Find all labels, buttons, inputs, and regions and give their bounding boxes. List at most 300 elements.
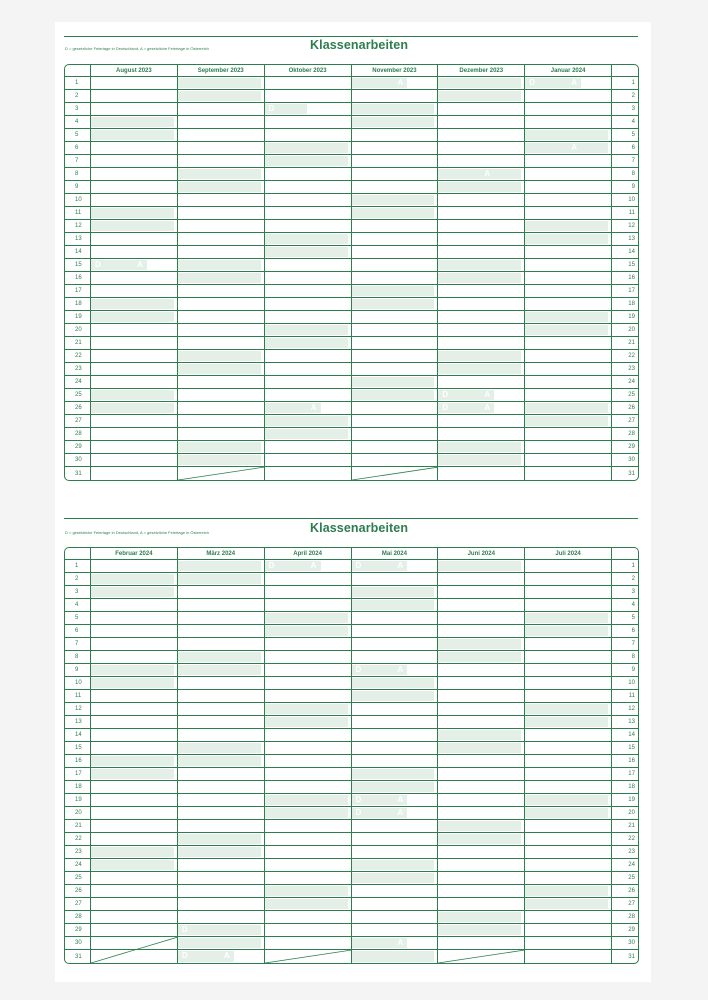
day-cell[interactable] [438,103,525,115]
day-cell[interactable] [352,350,439,362]
day-cell[interactable] [178,246,265,258]
day-cell[interactable] [91,911,178,923]
day-cell[interactable] [438,415,525,427]
day-cell[interactable] [265,612,352,624]
day-cell[interactable] [178,467,265,480]
day-cell[interactable] [178,703,265,715]
day-cell[interactable] [178,820,265,832]
day-cell[interactable] [91,311,178,323]
day-cell[interactable] [265,311,352,323]
day-cell[interactable] [265,781,352,793]
day-cell[interactable] [91,285,178,297]
day-cell[interactable] [352,950,439,963]
day-cell[interactable] [91,233,178,245]
day-cell[interactable] [265,573,352,585]
day-cell[interactable] [352,233,439,245]
day-cell[interactable] [178,181,265,193]
day-cell[interactable] [91,807,178,819]
day-cell[interactable] [438,376,525,388]
day-cell[interactable] [525,259,612,271]
day-cell[interactable] [178,90,265,102]
day-cell[interactable] [178,638,265,650]
day-cell[interactable] [525,363,612,375]
day-cell[interactable] [178,311,265,323]
day-cell[interactable] [265,794,352,806]
day-cell[interactable] [352,664,439,676]
day-cell[interactable] [265,272,352,284]
day-cell[interactable] [525,389,612,401]
day-cell[interactable] [352,729,439,741]
day-cell[interactable] [178,298,265,310]
day-cell[interactable] [178,389,265,401]
day-cell[interactable] [178,441,265,453]
day-cell[interactable] [525,454,612,466]
day-cell[interactable] [438,298,525,310]
day-cell[interactable] [525,911,612,923]
day-cell[interactable] [178,768,265,780]
day-cell[interactable] [525,311,612,323]
day-cell[interactable] [178,560,265,572]
day-cell[interactable] [265,337,352,349]
day-cell[interactable] [265,625,352,637]
day-cell[interactable] [525,638,612,650]
day-cell[interactable] [91,586,178,598]
day-cell[interactable] [178,573,265,585]
day-cell[interactable] [352,703,439,715]
day-cell[interactable] [91,742,178,754]
day-cell[interactable] [438,937,525,949]
day-cell[interactable] [438,285,525,297]
day-cell[interactable] [265,363,352,375]
day-cell[interactable] [438,90,525,102]
day-cell[interactable] [438,638,525,650]
day-cell[interactable] [438,155,525,167]
day-cell[interactable] [178,872,265,884]
day-cell[interactable] [91,729,178,741]
day-cell[interactable] [91,716,178,728]
day-cell[interactable] [178,729,265,741]
day-cell[interactable] [91,272,178,284]
day-cell[interactable] [438,833,525,845]
day-cell[interactable] [91,155,178,167]
day-cell[interactable] [352,625,439,637]
day-cell[interactable] [265,755,352,767]
day-cell[interactable] [91,90,178,102]
day-cell[interactable] [438,911,525,923]
day-cell[interactable] [265,207,352,219]
day-cell[interactable] [91,833,178,845]
day-cell[interactable] [438,194,525,206]
day-cell[interactable] [265,911,352,923]
day-cell[interactable] [525,220,612,232]
day-cell[interactable] [525,677,612,689]
day-cell[interactable] [352,220,439,232]
day-cell[interactable] [178,233,265,245]
day-cell[interactable] [525,233,612,245]
day-cell[interactable] [438,311,525,323]
day-cell[interactable] [178,415,265,427]
day-cell[interactable] [91,898,178,910]
day-cell[interactable] [525,742,612,754]
day-cell[interactable] [91,859,178,871]
day-cell[interactable] [178,781,265,793]
day-cell[interactable] [438,729,525,741]
day-cell[interactable] [91,246,178,258]
day-cell[interactable] [438,599,525,611]
day-cell[interactable] [438,116,525,128]
day-cell[interactable] [91,924,178,936]
day-cell[interactable] [265,77,352,89]
day-cell[interactable] [525,207,612,219]
day-cell[interactable] [352,363,439,375]
day-cell[interactable] [352,285,439,297]
day-cell[interactable] [178,599,265,611]
day-cell[interactable] [178,77,265,89]
day-cell[interactable] [91,116,178,128]
day-cell[interactable] [352,324,439,336]
day-cell[interactable] [525,142,612,154]
day-cell[interactable] [525,246,612,258]
day-cell[interactable] [265,90,352,102]
day-cell[interactable] [352,859,439,871]
day-cell[interactable] [438,233,525,245]
day-cell[interactable] [525,950,612,963]
day-cell[interactable] [91,820,178,832]
day-cell[interactable] [352,77,439,89]
day-cell[interactable] [438,428,525,440]
day-cell[interactable] [352,768,439,780]
day-cell[interactable] [352,389,439,401]
day-cell[interactable] [525,181,612,193]
day-cell[interactable] [525,272,612,284]
day-cell[interactable] [352,207,439,219]
day-cell[interactable] [91,77,178,89]
day-cell[interactable] [525,612,612,624]
day-cell[interactable] [91,298,178,310]
day-cell[interactable] [525,168,612,180]
day-cell[interactable] [178,207,265,219]
day-cell[interactable] [438,573,525,585]
day-cell[interactable] [265,833,352,845]
day-cell[interactable] [352,90,439,102]
day-cell[interactable] [525,599,612,611]
day-cell[interactable] [352,586,439,598]
day-cell[interactable] [265,560,352,572]
day-cell[interactable] [438,259,525,271]
day-cell[interactable] [352,807,439,819]
day-cell[interactable] [178,794,265,806]
day-cell[interactable] [438,272,525,284]
day-cell[interactable] [352,103,439,115]
day-cell[interactable] [525,794,612,806]
day-cell[interactable] [352,638,439,650]
day-cell[interactable] [178,142,265,154]
day-cell[interactable] [91,755,178,767]
day-cell[interactable] [91,573,178,585]
day-cell[interactable] [178,220,265,232]
day-cell[interactable] [178,651,265,663]
day-cell[interactable] [525,924,612,936]
day-cell[interactable] [265,428,352,440]
day-cell[interactable] [352,142,439,154]
day-cell[interactable] [178,116,265,128]
day-cell[interactable] [91,625,178,637]
day-cell[interactable] [352,677,439,689]
day-cell[interactable] [438,363,525,375]
day-cell[interactable] [265,586,352,598]
day-cell[interactable] [178,846,265,858]
day-cell[interactable] [178,898,265,910]
day-cell[interactable] [265,220,352,232]
day-cell[interactable] [352,454,439,466]
day-cell[interactable] [525,664,612,676]
day-cell[interactable] [178,664,265,676]
day-cell[interactable] [438,246,525,258]
day-cell[interactable] [91,428,178,440]
day-cell[interactable] [178,937,265,949]
day-cell[interactable] [438,625,525,637]
day-cell[interactable] [352,924,439,936]
day-cell[interactable] [352,781,439,793]
day-cell[interactable] [91,950,178,963]
day-cell[interactable] [352,298,439,310]
day-cell[interactable] [265,638,352,650]
day-cell[interactable] [352,599,439,611]
day-cell[interactable] [91,612,178,624]
day-cell[interactable] [91,259,178,271]
day-cell[interactable] [352,337,439,349]
day-cell[interactable] [265,285,352,297]
day-cell[interactable] [352,937,439,949]
day-cell[interactable] [265,376,352,388]
day-cell[interactable] [352,441,439,453]
day-cell[interactable] [438,129,525,141]
day-cell[interactable] [265,324,352,336]
day-cell[interactable] [178,428,265,440]
day-cell[interactable] [438,612,525,624]
day-cell[interactable] [91,937,178,949]
day-cell[interactable] [525,937,612,949]
day-cell[interactable] [352,246,439,258]
day-cell[interactable] [265,950,352,963]
day-cell[interactable] [91,415,178,427]
day-cell[interactable] [525,467,612,480]
day-cell[interactable] [91,885,178,897]
day-cell[interactable] [178,402,265,414]
day-cell[interactable] [525,441,612,453]
day-cell[interactable] [265,677,352,689]
day-cell[interactable] [265,441,352,453]
day-cell[interactable] [525,560,612,572]
day-cell[interactable] [91,703,178,715]
day-cell[interactable] [91,103,178,115]
day-cell[interactable] [178,376,265,388]
day-cell[interactable] [91,337,178,349]
day-cell[interactable] [525,872,612,884]
day-cell[interactable] [91,207,178,219]
day-cell[interactable] [265,168,352,180]
day-cell[interactable] [91,794,178,806]
day-cell[interactable] [525,90,612,102]
day-cell[interactable] [352,573,439,585]
day-cell[interactable] [438,703,525,715]
day-cell[interactable] [352,428,439,440]
day-cell[interactable] [525,729,612,741]
day-cell[interactable] [178,742,265,754]
day-cell[interactable] [265,298,352,310]
day-cell[interactable] [438,898,525,910]
day-cell[interactable] [525,690,612,702]
day-cell[interactable] [91,389,178,401]
day-cell[interactable] [265,129,352,141]
day-cell[interactable] [265,194,352,206]
day-cell[interactable] [91,142,178,154]
day-cell[interactable] [352,259,439,271]
day-cell[interactable] [178,950,265,963]
day-cell[interactable] [352,467,439,480]
day-cell[interactable] [525,833,612,845]
day-cell[interactable] [178,807,265,819]
day-cell[interactable] [178,586,265,598]
day-cell[interactable] [525,820,612,832]
day-cell[interactable] [525,298,612,310]
day-cell[interactable] [438,402,525,414]
day-cell[interactable] [265,885,352,897]
day-cell[interactable] [265,898,352,910]
day-cell[interactable] [178,285,265,297]
day-cell[interactable] [352,716,439,728]
day-cell[interactable] [525,415,612,427]
day-cell[interactable] [91,768,178,780]
day-cell[interactable] [265,768,352,780]
day-cell[interactable] [438,168,525,180]
day-cell[interactable] [352,612,439,624]
day-cell[interactable] [265,155,352,167]
day-cell[interactable] [352,898,439,910]
day-cell[interactable] [438,872,525,884]
day-cell[interactable] [91,194,178,206]
day-cell[interactable] [265,142,352,154]
day-cell[interactable] [525,573,612,585]
day-cell[interactable] [91,781,178,793]
day-cell[interactable] [91,690,178,702]
day-cell[interactable] [91,467,178,480]
day-cell[interactable] [265,651,352,663]
day-cell[interactable] [438,768,525,780]
day-cell[interactable] [265,859,352,871]
day-cell[interactable] [265,415,352,427]
day-cell[interactable] [91,651,178,663]
day-cell[interactable] [438,220,525,232]
day-cell[interactable] [178,454,265,466]
day-cell[interactable] [265,690,352,702]
day-cell[interactable] [91,181,178,193]
day-cell[interactable] [525,324,612,336]
day-cell[interactable] [265,924,352,936]
day-cell[interactable] [525,781,612,793]
day-cell[interactable] [525,586,612,598]
day-cell[interactable] [265,233,352,245]
day-cell[interactable] [525,625,612,637]
day-cell[interactable] [438,560,525,572]
day-cell[interactable] [91,664,178,676]
day-cell[interactable] [178,363,265,375]
day-cell[interactable] [525,651,612,663]
day-cell[interactable] [91,846,178,858]
day-cell[interactable] [438,690,525,702]
day-cell[interactable] [178,272,265,284]
day-cell[interactable] [525,376,612,388]
day-cell[interactable] [178,833,265,845]
day-cell[interactable] [265,454,352,466]
day-cell[interactable] [438,846,525,858]
day-cell[interactable] [91,599,178,611]
day-cell[interactable] [265,246,352,258]
day-cell[interactable] [438,324,525,336]
day-cell[interactable] [178,155,265,167]
day-cell[interactable] [265,716,352,728]
day-cell[interactable] [91,168,178,180]
day-cell[interactable] [265,181,352,193]
day-cell[interactable] [438,794,525,806]
day-cell[interactable] [265,402,352,414]
day-cell[interactable] [352,272,439,284]
day-cell[interactable] [438,350,525,362]
day-cell[interactable] [438,441,525,453]
day-cell[interactable] [525,77,612,89]
day-cell[interactable] [352,690,439,702]
day-cell[interactable] [438,207,525,219]
day-cell[interactable] [438,454,525,466]
day-cell[interactable] [91,324,178,336]
day-cell[interactable] [438,859,525,871]
day-cell[interactable] [178,194,265,206]
day-cell[interactable] [438,781,525,793]
day-cell[interactable] [438,181,525,193]
day-cell[interactable] [265,872,352,884]
day-cell[interactable] [525,898,612,910]
day-cell[interactable] [525,885,612,897]
day-cell[interactable] [178,755,265,767]
day-cell[interactable] [265,389,352,401]
day-cell[interactable] [91,129,178,141]
day-cell[interactable] [525,755,612,767]
day-cell[interactable] [178,690,265,702]
day-cell[interactable] [525,859,612,871]
day-cell[interactable] [91,454,178,466]
day-cell[interactable] [525,716,612,728]
day-cell[interactable] [178,885,265,897]
day-cell[interactable] [178,129,265,141]
day-cell[interactable] [91,677,178,689]
day-cell[interactable] [265,820,352,832]
day-cell[interactable] [525,768,612,780]
day-cell[interactable] [438,77,525,89]
day-cell[interactable] [265,729,352,741]
day-cell[interactable] [438,677,525,689]
day-cell[interactable] [525,703,612,715]
day-cell[interactable] [525,194,612,206]
day-cell[interactable] [352,742,439,754]
day-cell[interactable] [91,872,178,884]
day-cell[interactable] [352,833,439,845]
day-cell[interactable] [352,194,439,206]
day-cell[interactable] [438,950,525,963]
day-cell[interactable] [525,428,612,440]
day-cell[interactable] [525,807,612,819]
day-cell[interactable] [352,911,439,923]
day-cell[interactable] [91,363,178,375]
